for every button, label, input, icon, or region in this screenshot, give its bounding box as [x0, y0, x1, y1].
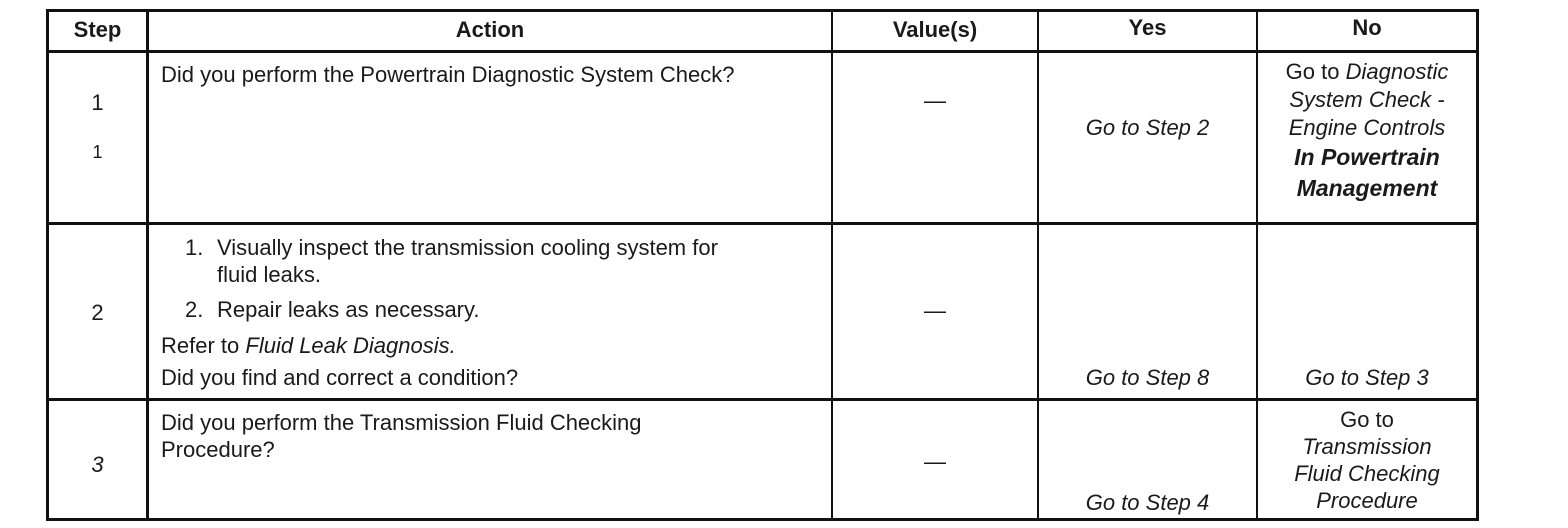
row3-step: 3	[91, 452, 104, 477]
row3-action-line2: Procedure?	[161, 437, 275, 462]
row2-item2-num: 2.	[185, 297, 204, 322]
table-border-bottom	[46, 518, 1478, 521]
row2-item2: Repair leaks as necessary.	[217, 297, 480, 322]
row3-no-link-1: Transmission	[1302, 434, 1432, 459]
row2-value: —	[924, 298, 946, 323]
row1-no-link-3: Engine Controls	[1288, 115, 1446, 140]
row2-refer-prefix: Refer to	[161, 333, 240, 358]
row3-no	[1258, 406, 1476, 514]
row1-no-manual-2: Management	[1296, 175, 1438, 201]
row2-question: Did you find and correct a condition?	[161, 365, 519, 390]
col-divider-step	[146, 9, 149, 521]
row2-refer	[161, 332, 826, 359]
header-step: Step	[73, 17, 122, 42]
header-action: Action	[455, 17, 525, 42]
header-divider	[46, 50, 1478, 53]
row-divider-1	[46, 222, 1478, 225]
row1-no	[1258, 58, 1476, 204]
row1-step-extra: 1	[92, 142, 103, 162]
row1-yes: Go to Step 2	[1085, 115, 1210, 140]
row2-step: 2	[91, 300, 104, 325]
row2-item1-num: 1.	[185, 235, 204, 260]
row1-no-prefix: Go to	[1285, 59, 1340, 84]
row2-yes: Go to Step 8	[1085, 365, 1210, 390]
table-border-right	[1476, 9, 1479, 521]
table-border-left	[46, 9, 49, 521]
table-border-top	[46, 9, 1478, 12]
row2-refer-link: Fluid Leak Diagnosis.	[245, 333, 456, 358]
row3-action-line1: Did you perform the Transmission Fluid Checking	[161, 410, 642, 435]
row-divider-2	[46, 398, 1478, 401]
row1-step: 1	[91, 90, 104, 115]
header-no: No	[1352, 15, 1382, 40]
row3-no-link-3: Procedure	[1316, 488, 1418, 513]
row1-no-link-2: System Check -	[1289, 87, 1445, 112]
col-divider-action	[831, 9, 833, 521]
row2-no: Go to Step 3	[1305, 365, 1429, 390]
row3-yes: Go to Step 4	[1085, 490, 1210, 515]
row3-no-link-2: Fluid Checking	[1294, 461, 1440, 486]
row1-no-manual-1: In Powertrain	[1294, 144, 1440, 170]
row3-value: —	[924, 449, 946, 474]
row1-action: Did you perform the Powertrain Diagnostic System Check?	[161, 62, 735, 87]
col-divider-value	[1037, 9, 1039, 521]
row1-value: —	[924, 88, 946, 113]
header-yes: Yes	[1128, 15, 1167, 40]
row3-no-prefix: Go to	[1340, 407, 1394, 432]
row2-item1-line2: fluid leaks.	[217, 262, 321, 287]
row1-no-link-1: Diagnostic	[1345, 59, 1449, 84]
row2-item1-line1: Visually inspect the transmission cooling system for	[217, 235, 718, 260]
header-values: Value(s)	[892, 17, 978, 42]
